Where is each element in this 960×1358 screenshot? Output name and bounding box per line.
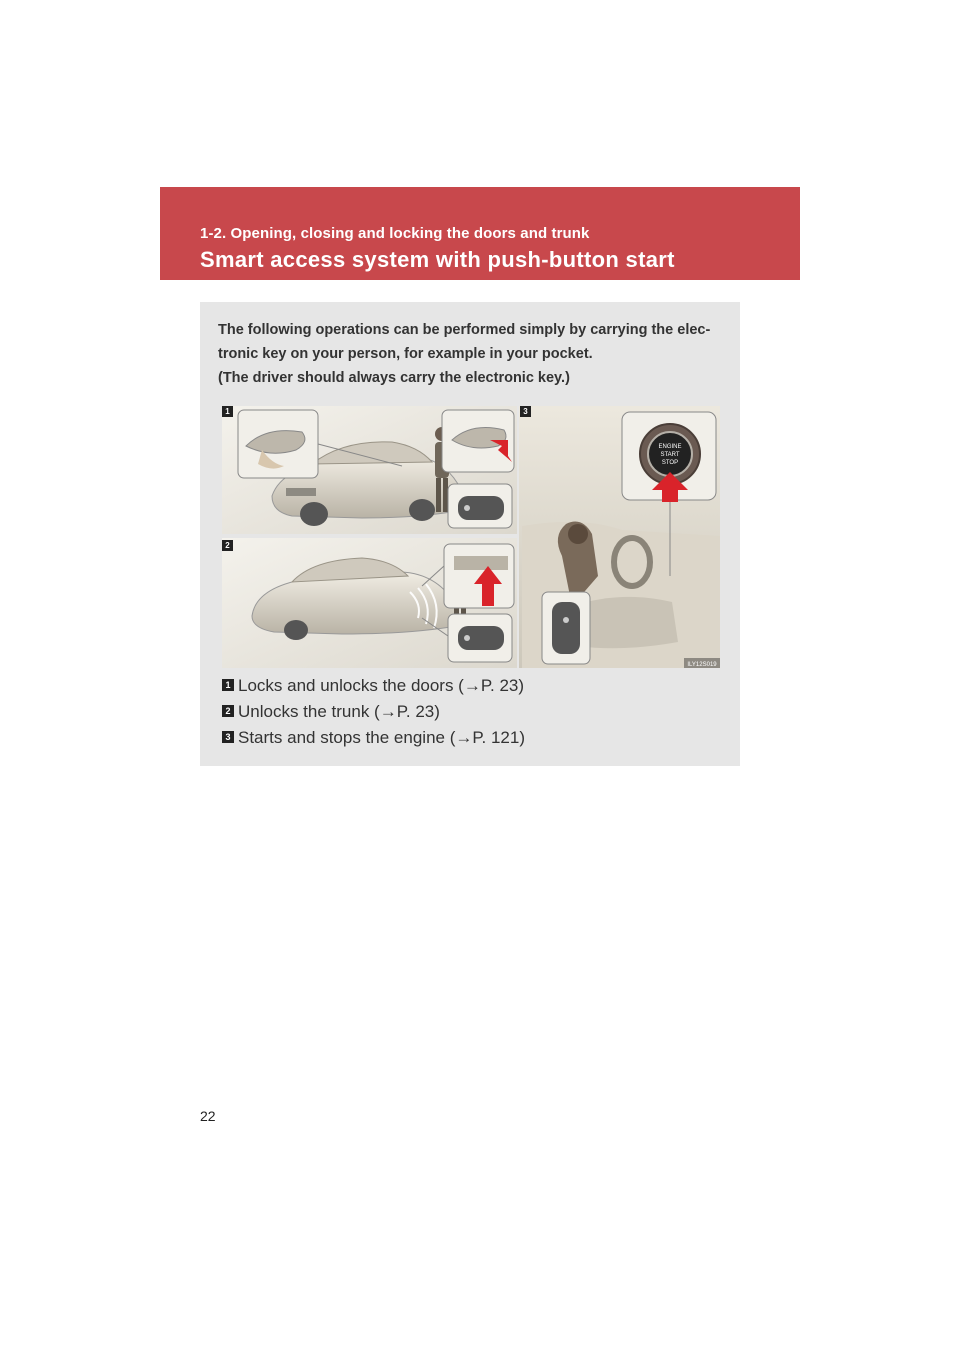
figure-badge-1: 1 [222,406,233,417]
intro-line: (The driver should always carry the electronic key.) [218,370,570,386]
section-header [160,187,800,280]
figure-badge-3: 3 [520,406,531,417]
section-label: 1-2. Opening, closing and locking the doors and trunk [200,225,590,242]
button-text-engine: ENGINE [658,444,682,450]
intro-line: The following operations can be performed simply by carrying the elec- [218,322,711,338]
item-text: Unlocks the trunk (→P. 23) [238,702,440,721]
item-number: 1 [222,679,234,691]
intro-text [218,318,728,390]
intro-line: tronic key on your person, for example in your pocket. [218,346,593,362]
image-code: ILY12S019 [687,662,717,668]
item-number: 3 [222,731,234,743]
illustration-graphic [222,406,720,668]
item-text: Starts and stops the engine (→P. 121) [238,728,525,747]
button-text-stop: STOP [661,460,679,466]
page-number: 22 [200,1108,216,1124]
figure-badge-2: 2 [222,540,233,551]
button-text-start: START [660,452,680,458]
illustration [222,406,720,668]
item-number: 2 [222,705,234,717]
item-text: Locks and unlocks the doors (→P. 23) [238,676,525,695]
page-title: Smart access system with push-button start [200,247,675,272]
info-panel [200,302,740,766]
